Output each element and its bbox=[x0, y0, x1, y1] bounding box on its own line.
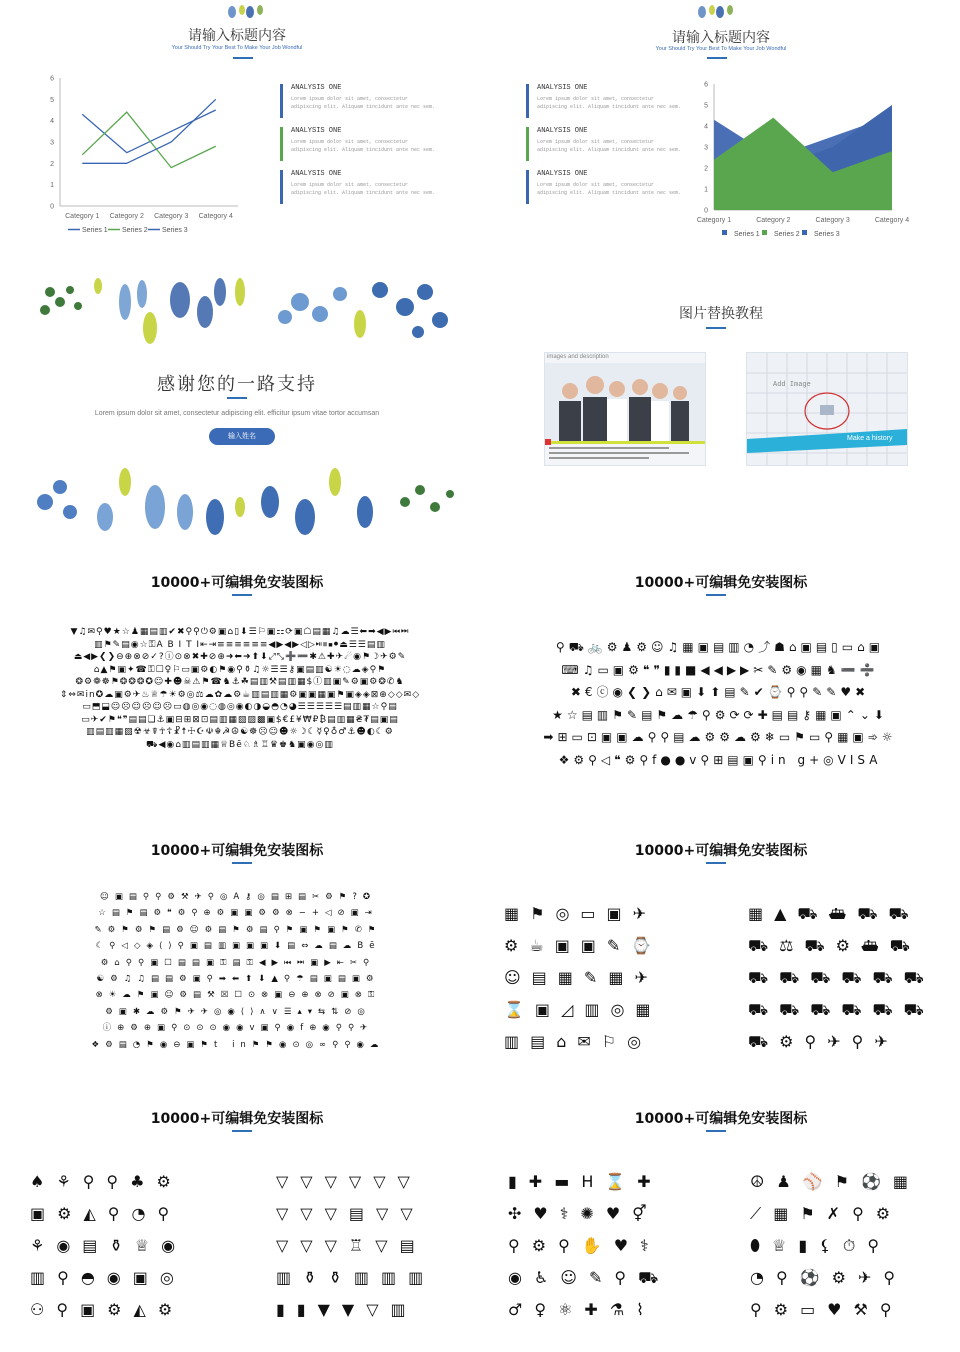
slide-icons-4 bbox=[484, 822, 958, 1082]
icon-grid-food: ♠⚘⚲⚲♣⚙ ▣⚙◭⚲◔⚲ ⚘◉▤⚱♕◉ ▥⚲◓◉▣◎ ⚇⚲▣⚙◭⚙ bbox=[30, 1172, 188, 1319]
slide-title: 请输入标题内容 bbox=[672, 30, 770, 46]
y-tick-label: 6 bbox=[50, 75, 54, 83]
series-line bbox=[82, 112, 216, 167]
legend-label: Series 1 bbox=[82, 227, 108, 234]
slide-title: 10000+可编辑免安装图标 bbox=[150, 1111, 324, 1127]
analysis-heading: ANALYSIS ONE bbox=[537, 170, 588, 178]
title-underline bbox=[706, 1130, 726, 1132]
slide-line-chart bbox=[0, 0, 474, 262]
area-chart bbox=[694, 72, 909, 242]
make-history-label: Make a history bbox=[847, 435, 893, 442]
y-tick-label: 5 bbox=[704, 102, 708, 110]
floral-ornament-icon bbox=[222, 4, 272, 20]
analysis-text: adipiscing elit. Aliquam tincidunt ante nec sem. bbox=[291, 147, 436, 153]
title-underline bbox=[706, 862, 726, 864]
title-underline bbox=[227, 397, 247, 399]
title-underline bbox=[232, 594, 252, 596]
analysis-heading: ANALYSIS ONE bbox=[291, 84, 342, 92]
legend-label: Series 2 bbox=[774, 231, 800, 238]
title-underline bbox=[707, 57, 727, 59]
legend-swatch bbox=[722, 230, 727, 235]
team-photo-screenshot[interactable] bbox=[544, 352, 706, 466]
analysis-text: adipiscing elit. Aliquam tincidunt ante nec sem. bbox=[291, 190, 436, 196]
slide-title: 10000+可编辑免安装图标 bbox=[634, 575, 808, 591]
x-tick-label: Category 4 bbox=[874, 217, 909, 224]
analysis-heading: ANALYSIS ONE bbox=[537, 127, 588, 135]
slide-subtitle: Your Should Try Your Best To Make Your Job Wondful bbox=[171, 45, 303, 51]
add-image-screenshot[interactable] bbox=[746, 352, 908, 466]
analysis-heading: ANALYSIS ONE bbox=[291, 127, 342, 135]
legend-label: Series 1 bbox=[734, 231, 760, 238]
icon-grid-transport: ▦▲⛟⛴⛟⛟ ⛟⚖⛟⚙⛴⛟ ⛟⛟⛟⛟⛟⛟ ⛟⛟⛟⛟⛟⛟ ⛟⚙⚲✈⚲✈ bbox=[748, 904, 935, 1051]
y-tick-label: 0 bbox=[50, 203, 54, 211]
watercolor-leaves-bottom-icon bbox=[25, 462, 465, 542]
analysis-text: Lorem ipsum dolor sit amet, consectetur bbox=[537, 139, 655, 145]
y-tick-label: 3 bbox=[704, 144, 708, 152]
icon-grid-medical: ▮✚▬H⌛✚ ✣♥⚕✺♥⚥ ⚲⚙⚲✋♥⚕ ◉♿☺✎⚲⛟ ♂♀⚛✚⚗⌇ bbox=[508, 1172, 671, 1319]
y-tick-label: 4 bbox=[704, 123, 708, 131]
analysis-text: adipiscing elit. Aliquam tincidunt ante nec sem. bbox=[537, 190, 682, 196]
y-tick-label: 3 bbox=[50, 139, 54, 147]
legend-label: Series 3 bbox=[814, 231, 840, 238]
x-tick-label: Category 2 bbox=[109, 213, 144, 220]
name-button[interactable]: 输入姓名 bbox=[209, 428, 275, 445]
slide-icons-2 bbox=[484, 552, 958, 812]
slide-icons-1 bbox=[0, 552, 474, 812]
watercolor-leaves-top-icon bbox=[20, 272, 460, 352]
analysis-item bbox=[280, 170, 441, 204]
y-tick-label: 1 bbox=[704, 186, 708, 194]
title-underline bbox=[706, 327, 726, 329]
icon-grid-business: ▦⚑◎▭▣✈ ⚙☕▣▣✎⌚ ☺▤▦✎▦✈ ⌛▣◿▥◎▦ ▥▤⌂✉⚐◎ bbox=[504, 904, 663, 1051]
thanks-title: 感谢您的一路支持 bbox=[157, 374, 317, 395]
slide-title: 10000+可编辑免安装图标 bbox=[150, 575, 324, 591]
team-photo-icon bbox=[545, 353, 705, 465]
analysis-text: adipiscing elit. Aliquam tincidunt ante nec sem. bbox=[537, 104, 682, 110]
analysis-item bbox=[526, 170, 687, 204]
slide-title: 10000+可编辑免安装图标 bbox=[150, 843, 324, 859]
slide-icons-3 bbox=[0, 822, 474, 1082]
analysis-text: adipiscing elit. Aliquam tincidunt ante nec sem. bbox=[291, 104, 436, 110]
title-underline bbox=[706, 594, 726, 596]
analysis-text: Lorem ipsum dolor sit amet, consectetur bbox=[291, 96, 409, 102]
slide-title: 请输入标题内容 bbox=[188, 28, 286, 44]
y-tick-label: 2 bbox=[50, 160, 54, 168]
y-tick-label: 4 bbox=[50, 118, 54, 126]
title-underline bbox=[232, 1130, 252, 1132]
y-tick-label: 5 bbox=[50, 96, 54, 104]
analysis-text: Lorem ipsum dolor sit amet, consectetur bbox=[537, 182, 655, 188]
analysis-heading: ANALYSIS ONE bbox=[537, 84, 588, 92]
photo-caption: images and description bbox=[547, 354, 609, 360]
analysis-item bbox=[280, 127, 441, 161]
analysis-text: Lorem ipsum dolor sit amet, consectetur bbox=[537, 96, 655, 102]
series-line bbox=[82, 110, 216, 153]
analysis-item bbox=[526, 84, 687, 118]
slide-title: 10000+可编辑免安装图标 bbox=[634, 1111, 808, 1127]
x-tick-label: Category 1 bbox=[65, 213, 100, 220]
line-chart bbox=[40, 72, 250, 247]
slide-image-tutorial bbox=[484, 272, 958, 542]
slide-thanks bbox=[0, 272, 474, 542]
x-tick-label: Category 3 bbox=[154, 213, 189, 220]
y-tick-label: 1 bbox=[50, 182, 54, 190]
analysis-text: Lorem ipsum dolor sit amet, consectetur bbox=[291, 182, 409, 188]
thanks-subtitle: Lorem ipsum dolor sit amet, consectetur adipiscing elit. efficitur ipsum vitae tortor accumsan bbox=[94, 410, 380, 417]
slide-title: 10000+可编辑免安装图标 bbox=[634, 843, 808, 859]
icon-grid: ☺▣▤⚲⚲⚙⚒✈⚲◎A⚷◎▤⊞▤✂⚙⚑?✪ ☆▤⚑▤⚙❝⚙⚲⊕⚙▣▣⚙⚙⊗−+◁⊘▣⇥ ✎⚙⚑⚙⚑▤⚙☺⚙▤⚑⚙▤⚲⚑▣⚑▣⚑✆⚑ ☾⚲◁◇◈⟨⟩⚲▣▤▥▣▣▣⬇▤⇔☁▤☁Bē ⚙⌂⚲⚲▣☐▤▤▣⚿▤⚿◀▶⏮⏭▣▶⇤✂⚲ ☯⚙♫♫▤▤⚙▣⚲➡⬅⬆⬇▲⚲☂▤▣▤▣⚙ ⊗☀☁⚑▣☺⚙▤⚒☒☐⊙⊗▣⊖⊕⊗⊘▣⊗⚿ ⚙▣✱☁⚙⚑✈✈◎◉⟨⟩∧∨☰▴▾⇆⇅⊘◎ ⓘ⊕⚙⊕▣⚲⊙⊙⊙◉◉v▣⚲◉f⊕◉⚲⚲✈ ❖⚙▤◔⚑◉⊖▣⚑t in⚑⚑◉⊙◎∞⚲⚲◉☁ bbox=[91, 892, 385, 1050]
x-tick-label: Category 1 bbox=[696, 217, 732, 224]
analysis-heading: ANALYSIS ONE bbox=[291, 170, 342, 178]
slide-area-chart bbox=[484, 0, 958, 262]
legend-swatch bbox=[802, 230, 807, 235]
x-tick-label: Category 2 bbox=[756, 217, 791, 224]
legend-swatch bbox=[762, 230, 767, 235]
x-tick-label: Category 4 bbox=[198, 213, 233, 220]
y-tick-label: 0 bbox=[704, 207, 708, 215]
add-image-label: Add Image bbox=[773, 381, 811, 389]
legend-label: Series 2 bbox=[122, 227, 148, 234]
floral-ornament-icon bbox=[692, 4, 742, 20]
y-tick-label: 2 bbox=[704, 165, 708, 173]
grid-placeholder-icon bbox=[747, 353, 907, 465]
icon-grid: ▼♫✉⚲♥★☆♟▦▤▥✔✖⚲⚲⏻⚙▣⌂▯⬇☰⚐▣⚏⟳▣☖▤▦♫☁☰⬅➡◀▶⏮⏭ ▥⚑✎▤◉☆⚿A B I T I⇤⇥≡≡≡≡≡≡◀▶◀▶◁▷⏯⏸⏹⏺⏏☰☰▤▥ ⏏◀▶❮❯⊖⊕⊗⊘✓?ⓘ⊙⊗✖✚⊘⊕➜⬅➜⬆⬇⤢⤡➕➖✱⚠✚✈☄◉⚑☽✈⚙✎ ⌂▲⚑▣✦☎⚿☐♀⚐▭▣⚙◐⚑◉⚲⚱♫☼☰☰⚷▣▤▥☯☀◌☁◈⚲⚑ ❂⚙❁☸⚑❂❂❂✪☺✚☻☠⚠⚑☎♞⚓☘▤▥⚒▤▥▦$Ⓘ▥▣✎⚙▣⚙❂✆♞ ⇕⇔✉in✪☁▣⚙✈♨♕☂☀⚙◎⚖☁✿☁⚙☕▥▤▥▦⚙▣▣▦▣⚑▣◈◈⊠⊕◇◇✉◇ ▭⬒⬓☺☹☺☹☺☹▭◍◎◉◌◍◎◉◐◑◒◓◔◕☰☰☰☰☰▤▥▦☆⚲▤ ▭✈✔⚑❝❞▤▤❏⚓▣⊟⊞⊠⊡▤▥▦▧▨▩▣$€£¥₩₽₿▤▥▦₴₮▤▣▤ ▥▤▥▦▧☢☣☤☥☦☧☨☩☪☫☬☭☮☯☸☹☺☻☼☽☾☿♀♁♂⚓☻◐☾⚙ ⛟◀◉⌂▥▤▥▦♕Bē♘♗♖♛♚♞▣◉◎▥ bbox=[59, 627, 421, 750]
analysis-item bbox=[280, 84, 441, 118]
slide-icons-5 bbox=[0, 1090, 474, 1352]
icon-grid-drinks: ▽▽▽▽▽▽ ▽▽▽▤▽▽ ▽▽▽♖▽▤ ▥⚱⚱▥▥▥ ▮▮▼▼▽▥ bbox=[276, 1172, 436, 1319]
analysis-text: Lorem ipsum dolor sit amet, consectetur bbox=[291, 139, 409, 145]
y-tick-label: 6 bbox=[704, 81, 708, 89]
x-tick-label: Category 3 bbox=[815, 217, 850, 224]
icon-grid: ⚲⛟🚲⚙♟⚙☺♫▦▣▤▥◔⤴☗⌂▣▤▯▭⌂▣ ⌨♫▭▣⚙❝❞▮▮■◀◀▶▶✂✎⚙◉▦♞➖➗ ✖€ⓒ◉❮❯⌂✉▣⬇⬆▤✎✔⌚⚲⚲✎✎♥✖ ★☆▤▥⚑✎▤⚑☁☂⚲⚙⟳⟳✚▤▤⚷▦▣⌃⌄⬇ ➡⊞▭⊡▣▣☁⚲⚲▤☁⚙⚙☁⚙❄▭⚑▭⚲▦▣➾☼ ❖⚙⚲◁❝⚙⚲f●●v⚲⊞▤▣⚲in g+◎VISA bbox=[543, 640, 897, 767]
slide-icons-6 bbox=[484, 1090, 958, 1352]
slide-subtitle: Your Should Try Your Best To Make Your Job Wondful bbox=[655, 46, 787, 52]
title-underline bbox=[233, 57, 253, 59]
title-underline bbox=[232, 862, 252, 864]
analysis-text: adipiscing elit. Aliquam tincidunt ante nec sem. bbox=[537, 147, 682, 153]
analysis-item bbox=[526, 127, 687, 161]
legend-label: Series 3 bbox=[162, 227, 188, 234]
icon-grid-sport: ☮♟⚾⚑⚽▦ ⟋▦⚑✗⚲⚙ ⬮♕▮⚸⏱⚲ ◔⚲⚽⚙✈⚲ ⚲⚙▭♥⚒⚲ bbox=[750, 1172, 920, 1319]
slide-title: 图片替换教程 bbox=[679, 306, 763, 322]
